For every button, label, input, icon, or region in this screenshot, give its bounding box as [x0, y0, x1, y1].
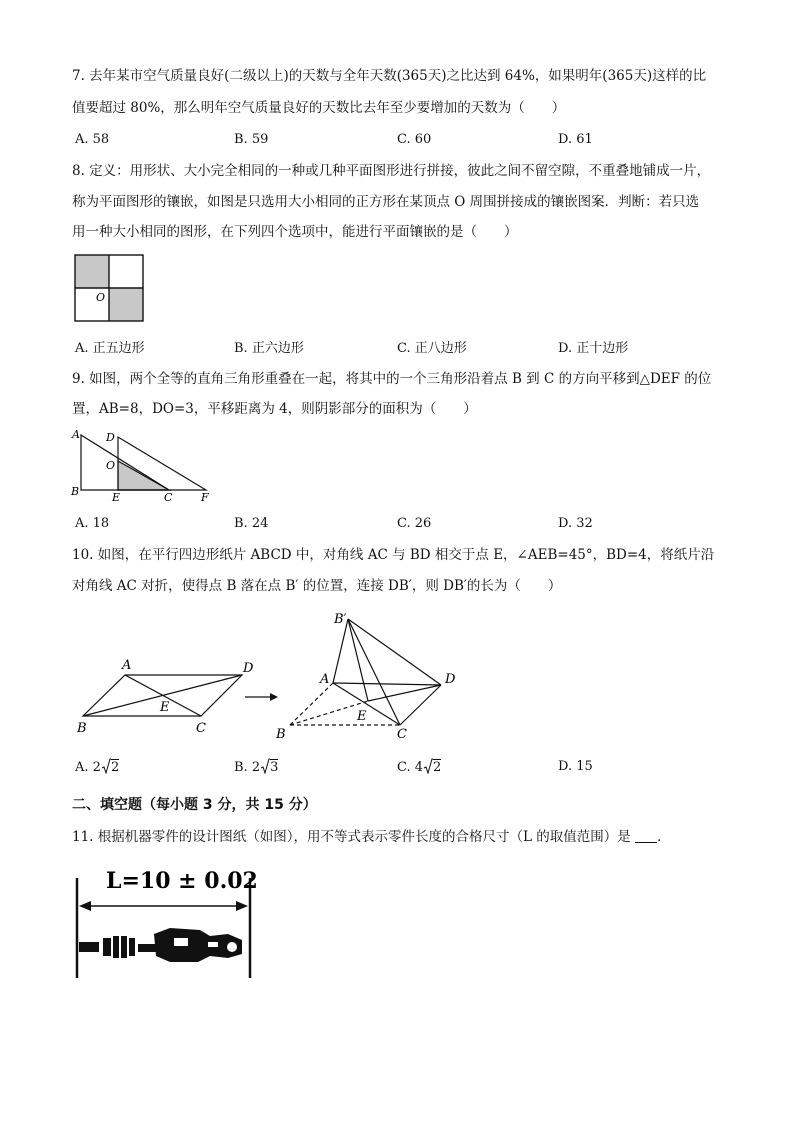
sqrt-icon: [260, 758, 270, 774]
q8-text-line1: 8. 定义：用形状、大小完全相同的一种或几种平面图形进行拼接，彼此之间不留空隙，不重叠地铺成一片，: [72, 163, 711, 179]
q10-left-label-b: B: [77, 721, 87, 736]
q10-left-label-e: E: [160, 700, 170, 715]
q8-square-tiling-figure: [74, 254, 146, 324]
q7-text-line2: 值要超过 80%，那么明年空气质量良好的天数比去年至少要增加的天数为（ ）: [72, 100, 566, 116]
q8-option-d[interactable]: D. 正十边形: [558, 341, 629, 356]
q9-label-b: B: [71, 485, 80, 498]
q7-option-c[interactable]: C. 60: [397, 132, 432, 147]
q9-option-a[interactable]: A. 18: [75, 516, 110, 531]
q9-label-a: A: [72, 428, 80, 441]
q9-label-c: C: [164, 491, 173, 504]
q9-triangles-figure: [66, 424, 216, 508]
q9-label-e: E: [112, 491, 121, 504]
section-2-heading: 二、填空题（每小题 3 分，共 15 分）: [72, 797, 317, 813]
q11-text-line1: [72, 827, 671, 847]
q11-machine-part-figure: [70, 858, 260, 983]
q10-right-label-d: D: [445, 672, 456, 687]
q11-formula-label: L=10 ± 0.02: [106, 868, 258, 894]
dimension-arrow-left-icon: [79, 901, 91, 911]
q11-line-end: ．: [657, 829, 671, 845]
q10-option-c[interactable]: C. 4 2: [397, 760, 442, 775]
q10-right-label-e: E: [357, 709, 367, 724]
q10-option-b[interactable]: B. 2 3: [234, 760, 279, 775]
q10-right-label-a: A: [320, 672, 330, 687]
q9-text-line1: 9. 如图，两个全等的直角三角形重叠在一起，将其中的一个三角形沿着点 B 到 C 的方向平移到△DEF 的位: [72, 371, 712, 387]
q11-answer-blank[interactable]: [635, 828, 657, 843]
q7-option-a[interactable]: A. 58: [75, 132, 110, 147]
q11-text: 11. 根据机器零件的设计图纸（如图），用不等式表示零件长度的合格尺寸（L 的取值范围）是: [72, 829, 631, 845]
q9-option-b[interactable]: B. 24: [234, 516, 269, 531]
q7-text-line1: 7. 去年某市空气质量良好(二级以上)的天数与全年天数(365天)之比达到 64%，如果明年(365天)这样的比: [72, 68, 707, 84]
q10-option-d[interactable]: D. 15: [558, 759, 593, 774]
q9-text-line2: 置，AB=8，DO=3，平移距离为 4，则阴影部分的面积为（ ）: [72, 401, 477, 417]
sqrt-icon: [101, 758, 111, 774]
q10-right-label-c: C: [397, 727, 407, 742]
q8-option-c[interactable]: C. 正八边形: [397, 341, 467, 356]
q8-point-o-label: O: [96, 291, 106, 304]
q9-label-f: F: [201, 491, 209, 504]
q10-right-label-b: B: [276, 727, 286, 742]
q8-option-a[interactable]: A. 正五边形: [75, 341, 145, 356]
q10-text-line2: 对角线 AC 对折，使得点 B 落在点 B′ 的位置，连接 DB′，则 DB′的长为（ ）: [72, 578, 562, 594]
q7-option-d[interactable]: D. 61: [558, 132, 593, 147]
q10-text-line1: 10. 如图，在平行四边形纸片 ABCD 中，对角线 AC 与 BD 相交于点 E，∠AEB=45°，BD=4，将纸片沿: [72, 547, 715, 563]
q10-transform-arrow: [245, 693, 278, 701]
q10-left-label-a: A: [122, 658, 132, 673]
q8-shaded-square-bottom-right: [109, 288, 143, 321]
q9-option-c[interactable]: C. 26: [397, 516, 432, 531]
q10-option-a[interactable]: A. 2 2: [75, 760, 120, 775]
q9-option-d[interactable]: D. 32: [558, 516, 593, 531]
q8-text-line3: 用一种大小相同的图形，在下列四个选项中，能进行平面镶嵌的是（ ）: [72, 224, 518, 240]
sqrt-icon: [423, 758, 433, 774]
q9-label-o: O: [106, 459, 116, 472]
q8-option-b[interactable]: B. 正六边形: [234, 341, 304, 356]
q10-parallelogram-figures: [70, 605, 480, 745]
q7-option-b[interactable]: B. 59: [234, 132, 269, 147]
q8-shaded-square-top-left: [75, 255, 109, 288]
q10-left-label-c: C: [196, 721, 206, 736]
q8-text-line2: 称为平面图形的镶嵌，如图是只选用大小相同的正方形在某顶点 O 周围拼接成的镶嵌图案．判断：若只选: [72, 194, 700, 210]
q10-left-label-d: D: [243, 661, 254, 676]
dimension-arrow-right-icon: [236, 901, 248, 911]
q9-label-d: D: [106, 431, 115, 444]
q10-right-label-bprime: B′: [334, 612, 347, 627]
